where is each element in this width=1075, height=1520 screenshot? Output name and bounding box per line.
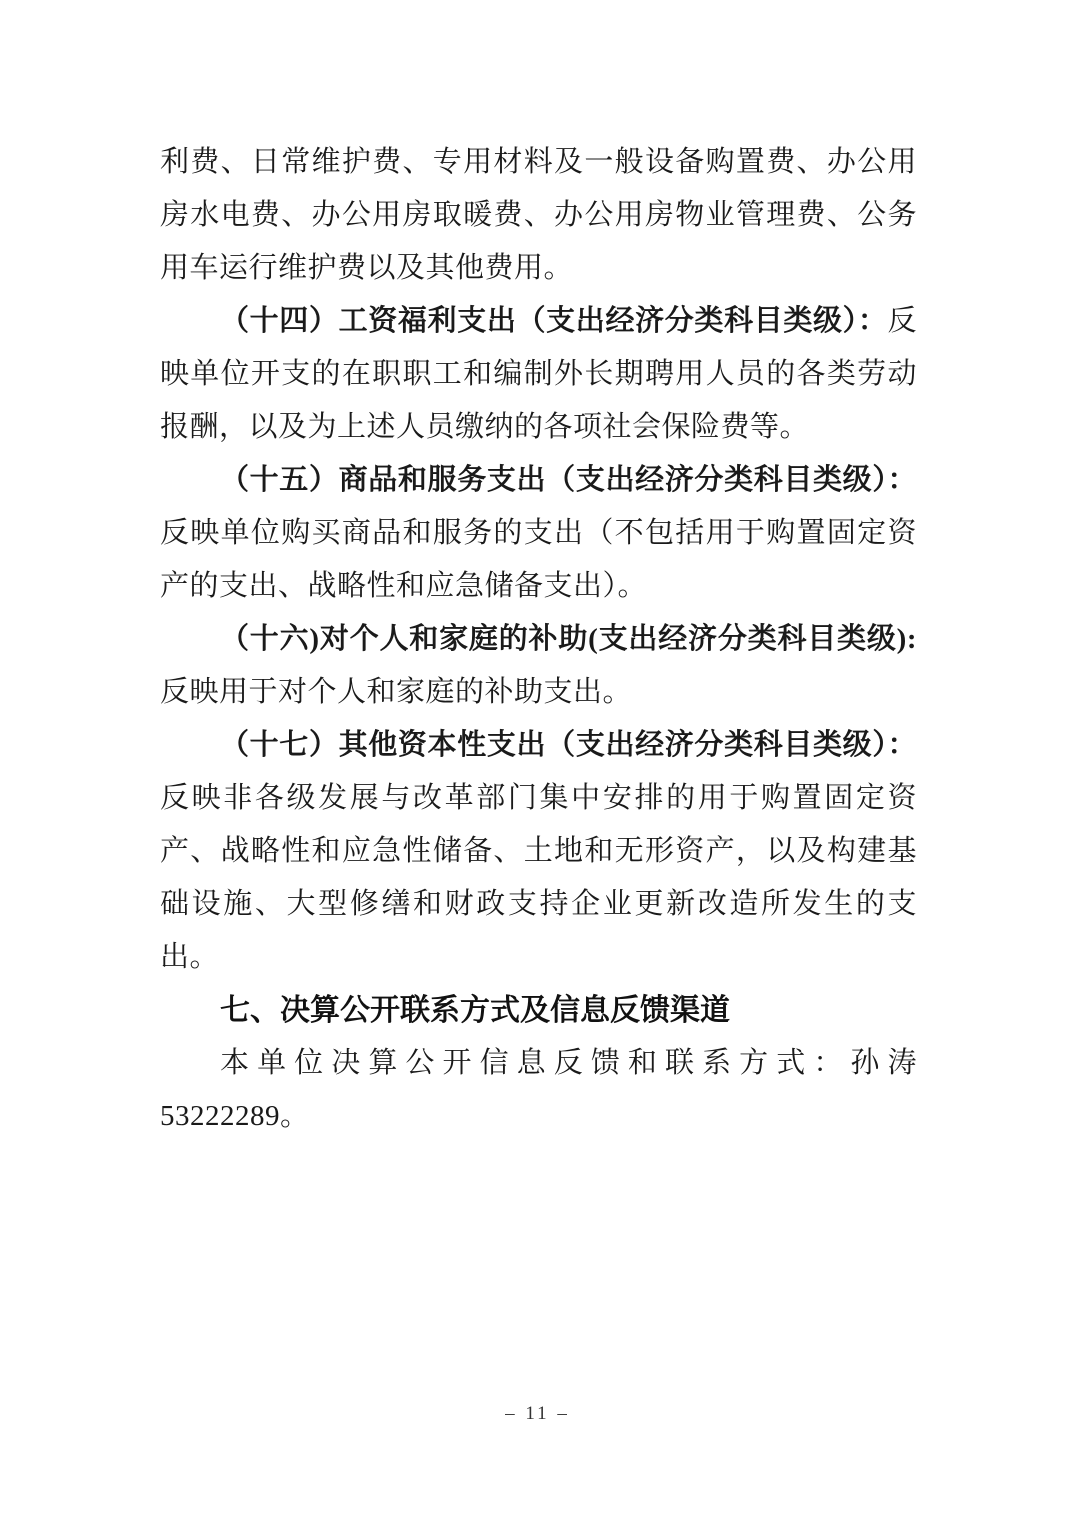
section-heading-contact-channels: 七、决算公开联系方式及信息反馈渠道: [220, 994, 730, 1027]
paragraph-item-14-wage-welfare: [160, 295, 917, 454]
paragraph-bold-lead: （十五）商品和服务支出（支出经济分类科目类级）：: [220, 464, 917, 496]
paragraph-fees-continuation: [160, 136, 917, 295]
paragraph-bold-lead: （十四）工资福利支出（支出经济分类科目类级）：: [220, 305, 888, 337]
paragraph-text: 本单位决算公开信息反馈和联系方式：孙涛 53222289。: [160, 1047, 917, 1132]
paragraph-bold-lead: （十六)对个人和家庭的补助(支出经济分类科目类级):: [220, 623, 917, 655]
document-text-block: [160, 136, 917, 1143]
page-number: – 11 –: [505, 1403, 570, 1424]
paragraph-contact-info: [160, 1037, 917, 1143]
paragraph-item-15-goods-services: [160, 454, 917, 613]
paragraph-text: 反映单位开支的在职职工和编制外长期聘用人员的各类劳动报酬，以及为上述人员缴纳的各项社会保险费等。: [160, 305, 917, 443]
paragraph-text: 反映用于对个人和家庭的补助支出。: [160, 676, 633, 708]
paragraph-text: 利费、日常维护费、专用材料及一般设备购置费、办公用房水电费、办公用房取暖费、办公用房物业管理费、公务用车运行维护费以及其他费用。: [160, 146, 917, 284]
page-footer: [0, 1403, 1075, 1425]
paragraph-item-16-individual-family-subsidy: [160, 613, 917, 719]
paragraph-item-17-other-capital: [160, 719, 917, 984]
paragraph-bold-lead: （十七）其他资本性支出（支出经济分类科目类级）：: [220, 729, 917, 761]
paragraph-text: 反映非各级发展与改革部门集中安排的用于购置固定资产、战略性和应急性储备、土地和无形资产，以及构建基础设施、大型修缮和财政支持企业更新改造所发生的支出。: [160, 782, 917, 973]
paragraph-text: 反映单位购买商品和服务的支出（不包括用于购置固定资产的支出、战略性和应急储备支出）。: [160, 517, 917, 602]
